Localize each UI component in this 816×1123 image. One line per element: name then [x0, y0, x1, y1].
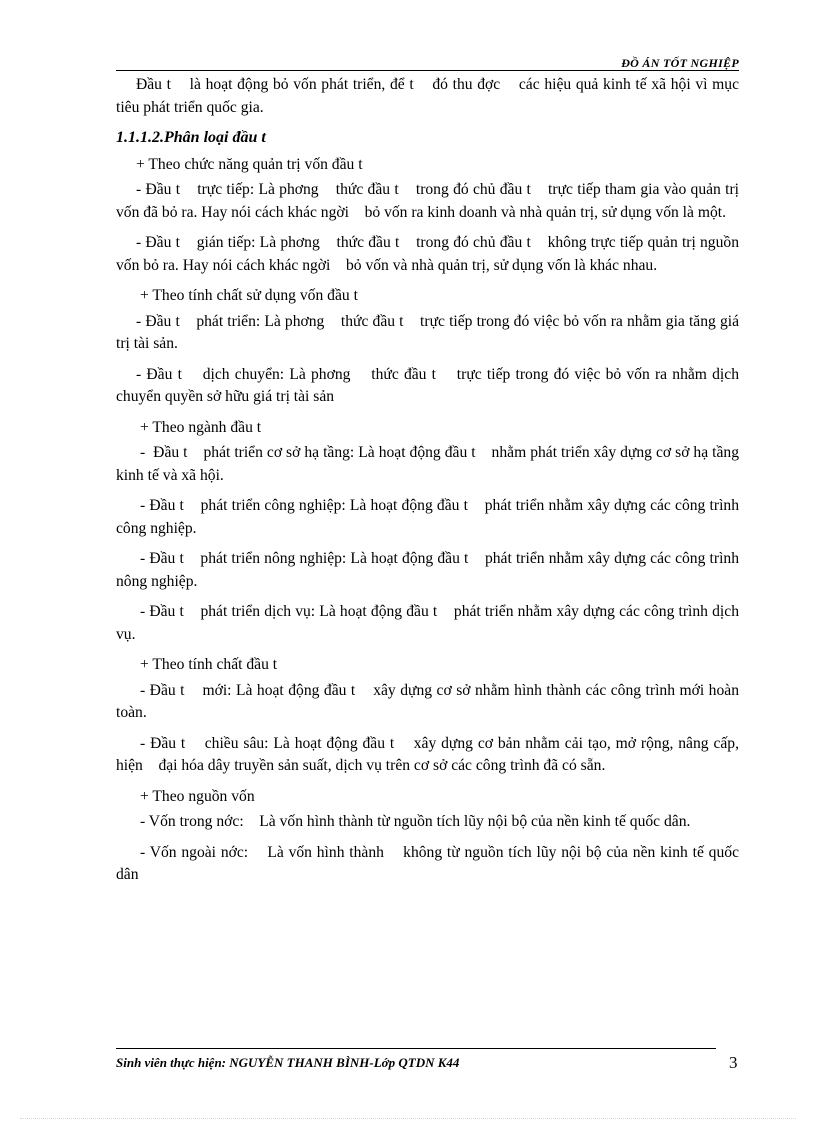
- body-paragraph: - Đầu t phát triển dịch vụ: Là hoạt động đầu t phát triển nhằm xây dựng các công trình dịch vụ.: [116, 603, 743, 643]
- body-paragraph: - Đầu t dịch chuyển: Là phơng thức đầu t trực tiếp trong đó việc bỏ vốn ra nhằm dịch chuyển quyền sở hữu giá trị tài sản: [116, 365, 743, 405]
- body-paragraph: - Đầu t trực tiếp: Là phơng thức đầu t trong đó chủ đầu t trực tiếp tham gia vào quản trị vốn đã bỏ ra. Hay nói cách khác ngời bỏ vốn ra kinh doanh và nhà quản trị, sử dụng vốn là một.: [116, 181, 743, 221]
- section-heading: 1.1.1.2.Phân loại đầu t: [116, 129, 266, 146]
- category-heading: + Theo nguồn vốn: [140, 787, 255, 805]
- category-heading: + Theo tính chất đầu t: [140, 656, 278, 673]
- footer-author-line: Sinh viên thực hiện: NGUYỄN THANH BÌNH-Lớp QTDN K44: [116, 1055, 460, 1070]
- body-paragraph: - Đầu t phát triển: Là phơng thức đầu t trực tiếp trong đó việc bỏ vốn ra nhằm gia tăng giá trị tài sản.: [116, 312, 743, 352]
- page-body: [116, 74, 743, 895]
- body-paragraph: - Đầu t phát triển nông nghiệp: Là hoạt động đầu t phát triển nhằm xây dựng các công trình nông nghiệp.: [116, 550, 743, 590]
- category-heading: + Theo ngành đầu t: [140, 418, 262, 436]
- page-edge-divider: [20, 1118, 796, 1119]
- page-number: 3: [729, 1053, 738, 1072]
- header-title: ĐỒ ÁN TỐT NGHIỆP: [621, 56, 739, 70]
- footer-rule: [116, 1048, 716, 1049]
- body-paragraph: - Đầu t mới: Là hoạt động đầu t xây dựng cơ sở nhằm hình thành các công trình mới hoàn toàn.: [116, 681, 743, 721]
- body-paragraph: - Đầu t phát triển công nghiệp: Là hoạt động đầu t phát triển nhằm xây dựng các công trình công nghiệp.: [116, 497, 743, 537]
- body-paragraph: - Đầu t chiều sâu: Là hoạt động đầu t xây dựng cơ bản nhằm cải tạo, mở rộng, nâng cấp, hiện đại hóa dây truyền sản suất, dịch vụ trên cơ sở các công trình đã có sẵn.: [116, 734, 743, 774]
- category-heading: + Theo tính chất sử dụng vốn đầu t: [140, 287, 358, 304]
- body-paragraph: - Đầu t gián tiếp: Là phơng thức đầu t trong đó chủ đầu t không trực tiếp quản trị nguồn vốn bỏ ra. Hay nói cách khác ngời bỏ vốn và nhà quản trị, sử dụng vốn là khác nhau.: [116, 234, 743, 274]
- intro-paragraph: Đầu t là hoạt động bỏ vốn phát triển, để t đó thu đợc các hiệu quả kinh tế xã hội vì mục tiêu phát triển quốc gia.: [116, 76, 743, 116]
- body-paragraph: - Đầu t phát triển cơ sở hạ tầng: Là hoạt động đầu t nhằm phát triển xây dựng cơ sở hạ tầng kinh tế và xã hội.: [116, 444, 743, 484]
- header-rule: [116, 70, 739, 71]
- category-heading: + Theo chức năng quản trị vốn đầu t: [136, 155, 363, 173]
- body-paragraph: - Vốn trong nớc: Là vốn hình thành từ nguồn tích lũy nội bộ của nền kinh tế quốc dân.: [140, 813, 691, 830]
- body-paragraph: - Vốn ngoài nớc: Là vốn hình thành không từ nguồn tích lũy nội bộ của nền kinh tế quốc dân: [116, 843, 743, 883]
